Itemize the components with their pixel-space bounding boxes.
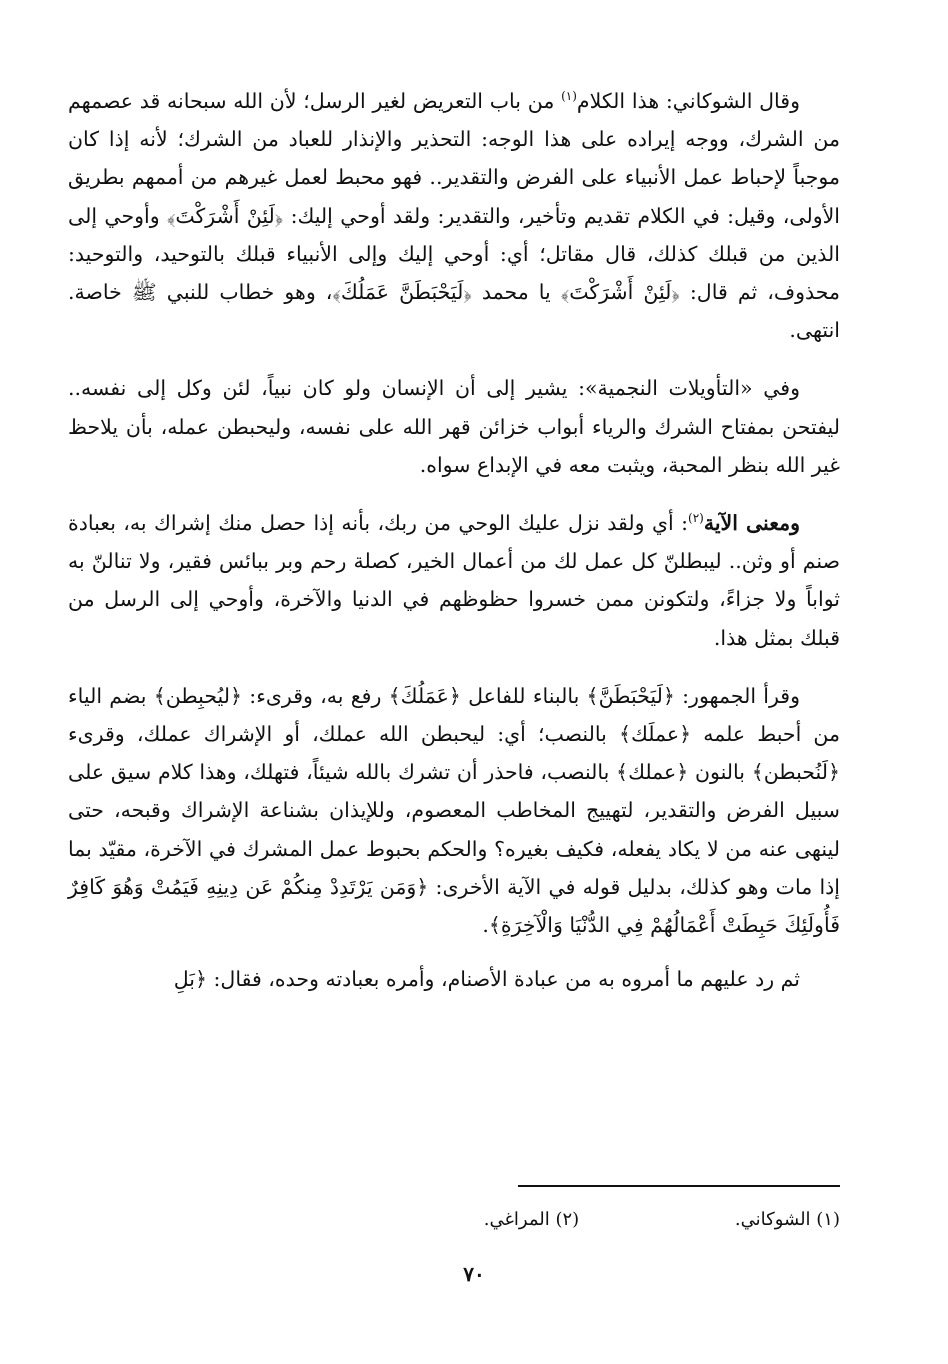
section-heading: ومعنى الآية [703, 511, 801, 536]
paragraph-meaning [68, 504, 840, 657]
footnote-2: (٢) المراغي. [483, 1209, 580, 1230]
footnote-divider [518, 1185, 840, 1187]
footnote-ref[interactable]: (٢) [688, 511, 704, 526]
paragraph-readings [68, 677, 840, 944]
paragraph-text: : أي ولقد نزل عليك الوحي من ربك، بأنه إذا حصل منك إشراك به، بعبادة صنم أو وثن.. ليبطلنّ كل عمل لك من أعمال الخير، كصلة رحم وبر ببائس فقير، ولا تنالنّ به ثواباً ولا جزاءً، ولتكونن ممن خسروا حظوظهم في الدنيا والآخرة، وأوحي إلى الرسل من قبلك بمثل هذا. [68, 511, 840, 650]
page-body [68, 82, 840, 998]
footnote-1: (١) الشوكاني. [734, 1209, 840, 1230]
paragraph-text: وقرأ الجمهور: ﴿لَيَحْبَطَنَّ﴾ بالبناء للفاعل ﴿عَمَلُكَ﴾ رفع به، وقرىء: ﴿ليُحبِطن﴾ بضم الياء من أحبط علمه ﴿عملَك﴾ بالنصب؛ أي: ليحبطن الله عملك، أو الإشراك عملك، وقرىء ﴿لَنُحبطن﴾ بالنون ﴿عملك﴾ بالنصب، فاحذر أن تشرك بالله شيئاً، فتهلك، وهذا كلام سيق على سبيل الفرض والتقدير، لتهييج المخاطب المعصوم، وللإيذان بشناعة الإشراك وقبحه، حتى لينهى عنه من لا يكاد يفعله، فكيف بغيره؟ والحكم بحبوط عمل المشرك في الآخرة، مقيّد بما إذا مات وهو كذلك، بدليل قوله في الآية الأخرى: ﴿وَمَن يَرْتَدِدْ مِنكُمْ عَن دِينِهِ فَيَمُتْ وَهُوَ كَافِرٌ فَأُولَئِكَ حَبِطَتْ أَعْمَالُهُمْ فِي الدُّنْيَا وَالْآخِرَةِ﴾. [68, 683, 840, 938]
paragraph-closing [68, 960, 840, 998]
paragraph-text: وقال الشوكاني: هذا الكلام [576, 89, 800, 113]
page-number: ٧٠ [463, 1262, 485, 1286]
footnote-ref[interactable]: (١) [561, 89, 577, 104]
footnotes [68, 1207, 840, 1233]
paragraph-tawilat [68, 369, 840, 484]
paragraph-shawkani [68, 82, 840, 349]
paragraph-text: من باب التعريض لغير الرسل؛ لأن الله سبحانه قد عصمهم من الشرك، ووجه إيراده على هذا الوجه: التحذير والإنذار للعباد من الشرك؛ لأنه إذا كان موجباً لإحباط عمل الأنبياء على الفرض والتقدير.. فهو محبط لعمل غيرهم من أممهم بطريق الأولى، وقيل: في الكلام تقديم وتأخير، والتقدير: ولقد أوحي إليك: ﴿لَئِنْ أَشْرَكْتَ﴾ وأوحي إلى الذين من قبلك كذلك، قال مقاتل؛ أي: أوحي إليك وإلى الأنبياء قبلك بالتوحيد، والتوحيد: محذوف، ثم قال: ﴿لَئِنْ أَشْرَكْتَ﴾ يا محمد ﴿لَيَحْبَطَنَّ عَمَلُكَ﴾، وهو خطاب للنبي ﷺ خاصة. انتهى. [68, 89, 840, 343]
paragraph-text: ثم رد عليهم ما أمروه به من عبادة الأصنام، وأمره بعبادته وحده، فقال: ﴿بَلِ [173, 967, 800, 992]
paragraph-text: وفي «التأويلات النجمية»: يشير إلى أن الإنسان ولو كان نبياً، لئن وكل إلى نفسه.. ليفتحن بمفتاح الشرك والرياء أبواب خزائن قهر الله على نفسه، وليحبطن عمله، بأن يلاحظ غير الله بنظر المحبة، ويثبت معه في الإبداع سواه. [68, 376, 840, 477]
